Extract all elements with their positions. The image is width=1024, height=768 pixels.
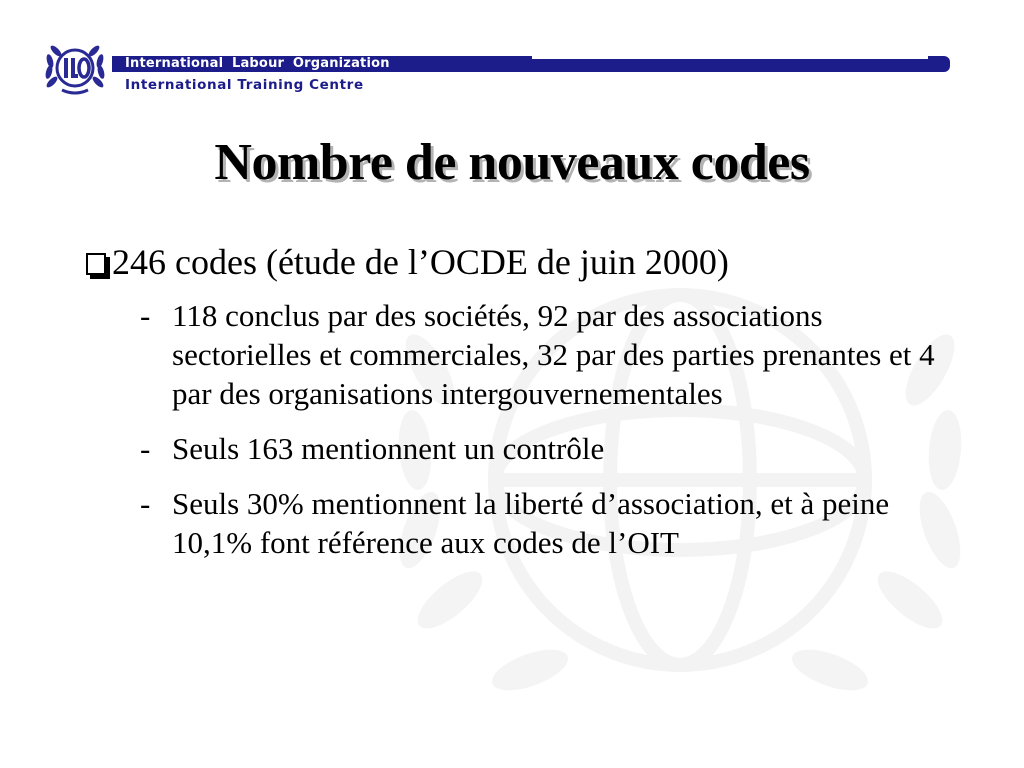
dash-marker: - [140,298,151,333]
list-item [140,296,960,413]
list-item [140,484,960,562]
slide-title: Nombre de nouveaux codes [214,134,810,191]
organization-name: International Labour Organization [125,56,390,71]
main-bullet-text: 246 codes (étude de l’OCDE de juin 2000) [112,242,729,282]
sub-bullet-text: Seuls 163 mentionnent un contrôle [172,431,605,466]
list-item [140,429,960,468]
sub-bullet-list [140,296,960,578]
ilo-emblem-icon [44,42,106,96]
sub-bullet-text: Seuls 30% mentionnent la liberté d’association, et à peine 10,1% font référence aux codes de l’OIT [172,486,890,560]
dash-marker: - [140,431,151,466]
sub-bullet-text: 118 conclus par des sociétés, 92 par des associations sectorielles et commerciales, 32 par des parties prenantes et 4 par des organisations intergouvernementales [172,298,935,411]
checkbox-bullet-icon [86,253,106,275]
dash-marker: - [140,486,151,521]
header-band-divider [532,56,928,59]
training-centre-name: International Training Centre [125,77,364,93]
main-bullet [86,238,729,286]
